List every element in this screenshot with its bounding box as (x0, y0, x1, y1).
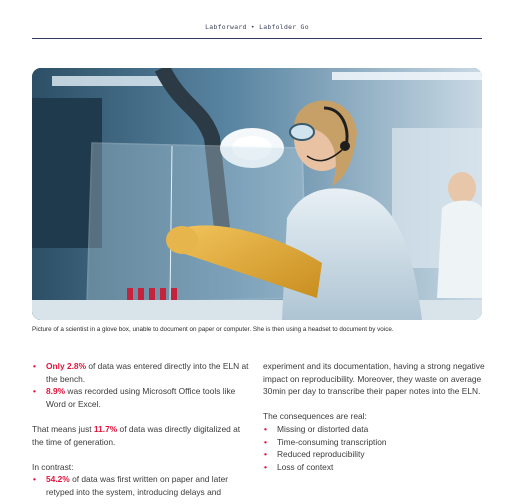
bullet-text: Reduced reproducibility (277, 449, 365, 460)
bullet-text: Loss of context (277, 461, 334, 472)
list-item (263, 436, 485, 449)
bullet-dot: • (264, 461, 267, 472)
list-item (32, 385, 254, 410)
bullet-text: was recorded using Microsoft Office tools like Word or Excel. (46, 386, 236, 409)
figure-caption: Picture of a scientist in a glove box, unable to document on paper or computer. She is then using a headset to document by voice. (32, 326, 394, 333)
page-header: Labforward • Labfolder Go (205, 23, 309, 31)
bullet-text: Time-consuming transcription (277, 436, 387, 447)
left-text-column (32, 360, 254, 499)
scientist-glovebox-photo (32, 68, 482, 320)
stat-highlight: 8.9% (46, 386, 66, 397)
list-item (32, 473, 254, 498)
stat-highlight: 11.7% (93, 423, 118, 434)
bullet-dot: • (33, 386, 36, 397)
bullet-text: of data was first written on paper and later retyped into the system, introducing delays and (46, 474, 229, 497)
list-item (263, 423, 485, 436)
continuation-paragraph: experiment and its documentation, having a strong negative impact on reproducibility. Moreover, they waste on average 30min per day to transcribe their paper notes into the ELN. (263, 361, 485, 397)
digitalized-paragraph (32, 423, 254, 448)
bullet-dot: • (264, 449, 267, 460)
bullet-dot: • (264, 436, 267, 447)
bullet-dot: • (33, 474, 36, 485)
paragraph-text: of data was directly digitalized at the time of generation. (32, 423, 241, 447)
consequences-intro: The consequences are real: (263, 411, 367, 422)
bullet-dot: • (264, 423, 267, 434)
stat-highlight: 54.2% (46, 474, 70, 485)
right-text-column (263, 360, 485, 473)
list-item (32, 360, 254, 385)
list-item (263, 461, 485, 474)
list-item (263, 448, 485, 461)
bullet-dot: • (33, 361, 36, 371)
paragraph-text: That means just (32, 423, 94, 434)
bullet-text: Missing or distorted data (277, 423, 369, 434)
contrast-intro: In contrast: (32, 461, 74, 472)
bullet-text: of data was entered directly into the ELN at the bench. (46, 361, 249, 384)
header-divider (32, 38, 482, 39)
stat-highlight: Only 2.8% (46, 361, 87, 371)
